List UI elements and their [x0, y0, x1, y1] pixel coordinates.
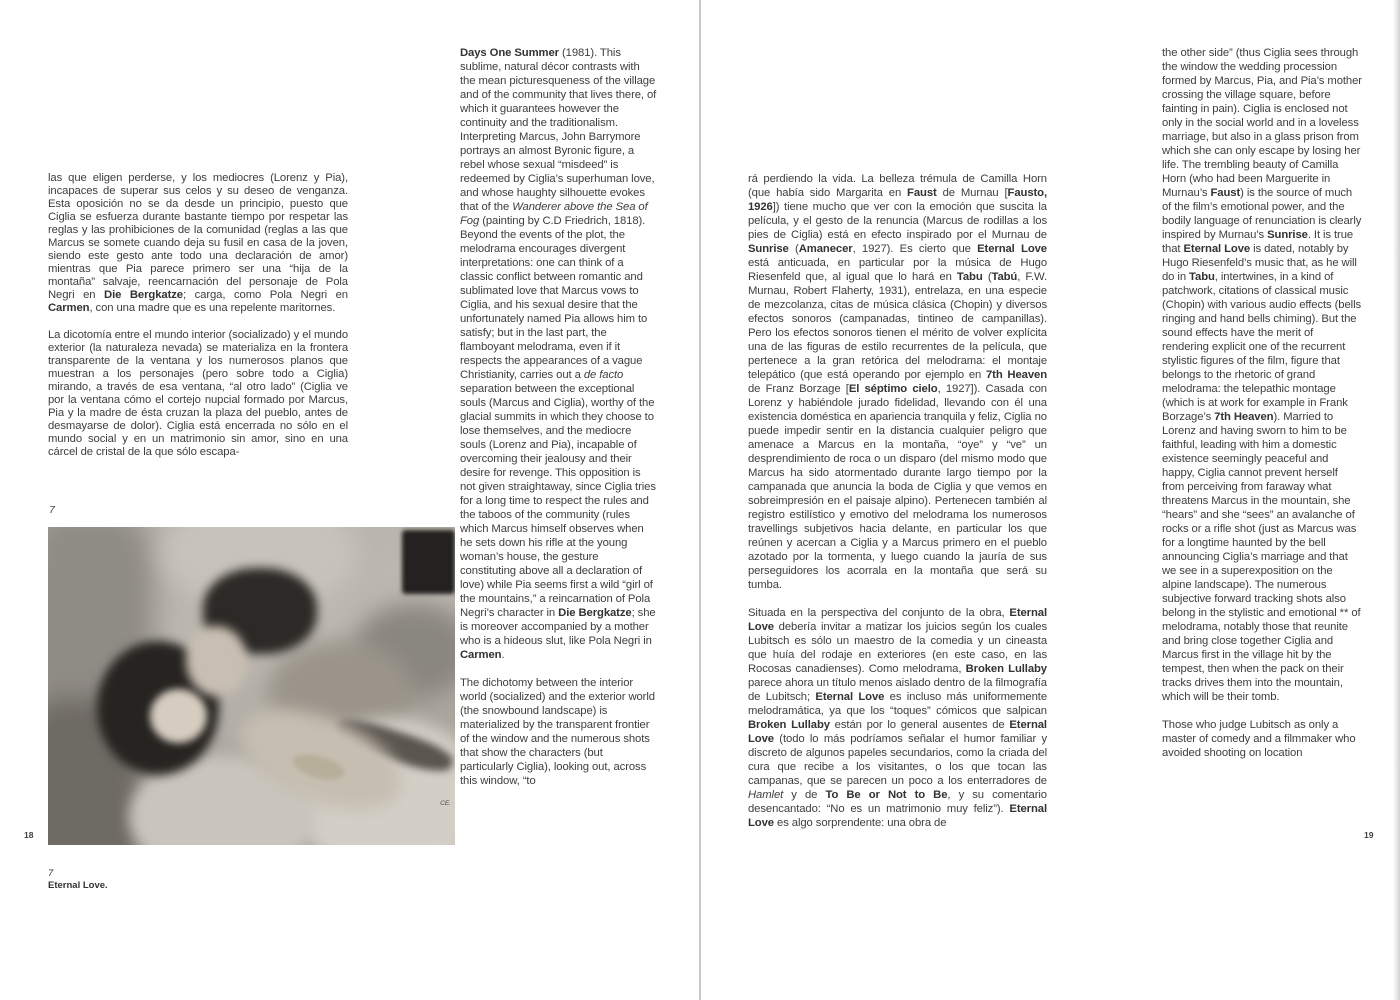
body-text: debería invitar a matizar los juicios según los cuales Lubitsch es sólo un maestro de la comedia y un cineasta que huía del rodaje en exteriores (en este caso, en las Rocosas canadienses). Como melodrama, [748, 621, 1047, 675]
paragraph [1162, 46, 1362, 704]
body-text: (todo lo más podríamos señalar el humor familiar y discreto de algunos papeles secundarios, como la criada del cura que recibe a los visitantes, o los que tocan las campanas, que se parecen un poco a los enterradores de [748, 733, 1047, 787]
body-text: , intertwines, in a kind of patchwork, citations of classical music (Chopin) with various audio effects (bells ringing and hand bells chiming). But the sound effects have the merit of rendering explicit one of the recurrent stylistic figures of the film, figure that belongs to the rhetoric of grand melodrama: the telepathic montage (which is at work for example in Frank Borzage’s [1162, 271, 1362, 423]
body-text: ). Married to Lorenz and having sworn to him to be faithful, leading with him a domestic existence seemingly peaceful and happy, Ciglia cannot prevent herself from perceiving from faraway what threatens Marcus in the mountain, she “hears” and she “sees” an avalanche of rocks or a rifle shot (just as Marcus was for a longtime haunted by the bell announcing Ciglia’s marriage and that we see in a superexposition on the alpine landscape). The numerous subjective forward tracking shots also belong in the stylistic and emotional ** of melodrama, notably those that reunite and bring close together Ciglia and Marcus first in the village hit by the tempest, then when the pack on their tracks drives them into the mountain, which will be their tomb. [1162, 411, 1361, 703]
figure-photo-eternal-love [48, 527, 455, 845]
film-title: Faust [1210, 187, 1241, 199]
body-text: Those who judge Lubitsch as only a master of comedy and a filmmaker who avoided shooting on location [1162, 719, 1356, 759]
body-text: ]) tiene mucho que ver con la emoción que suscita la película, y el gesto de la renuncia (Marcus de rodillas a los pies de Ciglia) está en efecto inspirado por el Murnau de [748, 201, 1047, 241]
body-text: , 1927). Es cierto que [852, 243, 978, 255]
body-text: ) is the source of much of the film’s emotional power, and the bodily language of renunciation is clearly inspired by Murnau’s [1162, 187, 1362, 241]
film-title: Eternal Love [1183, 243, 1251, 255]
film-title: Eternal Love [748, 719, 1047, 745]
film-title: Die Bergkatze [558, 607, 632, 619]
paragraph [1162, 718, 1362, 760]
body-text: es algo sorprendente: una obra de [773, 817, 947, 829]
text-column-spanish-left [48, 172, 348, 473]
body-text: (painting by C.D Friedrich, 1818). Beyond the events of the plot, the melodrama encourages divergent interpretations: one can think of a classic conflict between romantic and sublimated love that Marcus vows to Ciglia, and his sexual desire that the unfortunately named Pia allows him to satisfy; but in the last part, the flamboyant melodrama, even if it respects the appearances of a vague Christianity, carries out a [460, 215, 648, 381]
film-title: Carmen [460, 649, 502, 661]
photo-shape-dark-window [402, 530, 455, 594]
text-column-english-left [460, 46, 657, 802]
film-title: Sunrise [1267, 229, 1308, 241]
body-text: de Franz Borzage [ [748, 383, 849, 395]
film-title: Tabú [991, 271, 1018, 283]
body-text: está anticuada, en particular por la música de Hugo Riesenfeld que, al igual que lo hará en [748, 257, 1047, 283]
body-text: están por lo general ausentes de [829, 719, 1010, 731]
film-title: To Be or Not to Be [825, 789, 948, 801]
paragraph [748, 606, 1047, 830]
figure-caption [48, 868, 108, 891]
italic-text: Hamlet [748, 789, 784, 801]
figure-caption-title: Eternal Love. [48, 879, 108, 891]
italic-text: Wanderer above the Sea of Fog [460, 201, 648, 227]
body-text: ( [982, 271, 992, 283]
film-title: Eternal Love [815, 691, 885, 703]
body-text: the other side” (thus Ciglia sees through the window the wedding procession formed by Marcus, Pia, and Pia’s mother crossing the village square, before fainting in pain). Ciglia is enclosed not only in the social world and in a loveless marriage, but also in a glass prison from which she can only escape by losing her life. The trembling beauty of Camilla Horn (who had been Marguerite in Murnau’s [1162, 47, 1362, 199]
photo-shape-woman-face [150, 689, 207, 743]
body-text: The dichotomy between the interior world (socialized) and the exterior world (the snowbound landscape) is materialized by the transparent frontier of the window and the numerous shots that show the characters (but particularly Ciglia), looking out, across this window, “to [460, 677, 655, 787]
film-title: Broken Lullaby [748, 719, 830, 731]
body-text: is dated, notably by Hugo Riesenfeld’s music that, as he will do in [1162, 243, 1357, 283]
film-title: Amanecer [798, 243, 853, 255]
body-text: parece ahora un título menos aislado dentro de la filmografía de Lubitsch; [748, 677, 1047, 703]
body-text: y de [783, 789, 826, 801]
film-title: Eternal Love [977, 243, 1047, 255]
film-title: El séptimo cielo [848, 383, 938, 395]
text-column-spanish-right [748, 172, 1047, 844]
text-column-english-right [1162, 46, 1362, 774]
film-title: Die Bergkatze [104, 289, 183, 301]
body-text: Situada en la perspectiva del conjunto de la obra, [748, 607, 1010, 619]
body-text: . [501, 649, 505, 661]
paragraph [48, 172, 348, 315]
film-title: Days One Summer [460, 47, 559, 59]
body-text: ; she is moreover accompanied by a mother who is a hideous slut, like Pola Negri in [460, 607, 656, 647]
body-text: separation between the exceptional souls (Marcus and Ciglia), worthy of the glacial summits in which they choose to lose themselves, and the mediocre souls (Lorenz and Pia), incapable of overcoming their jealousy and their desire for revenge. This opposition is not given straightaway, since Ciglia tries for a long time to respect the rules and the taboos of the community (rules which Marcus himself observes when he sets down his rifle at the young woman’s house, the gesture constituting above all a declaration of love) while Pia seems first a wild “girl of the mountains,” a reincarnation of Pola Negri’s character in [460, 383, 656, 619]
figure-number: 7 [49, 504, 55, 516]
film-title: Tabu [956, 271, 983, 283]
body-text: , con una madre que es una repelente maritornes. [89, 302, 336, 314]
film-title: Broken Lullaby [965, 663, 1047, 675]
body-text: de Murnau [ [936, 187, 1008, 199]
film-title: Eternal Love [748, 803, 1047, 829]
page-number-left: 18 [24, 830, 34, 840]
body-text: ; carga, como Pola Negri en [182, 289, 348, 301]
body-text: (1981). This sublime, natural décor contrasts with the mean picturesqueness of the village and of the community that lives there, of which it guarantees however the continuity and the traditionalism. Interpreting Marcus, John Barrymore portrays an almost Byronic figure, a rebel whose sexual “misdeed” is redeemed by Ciglia’s superhuman love, and whose haughty silhouette evokes that of the [460, 47, 657, 213]
film-title: Eternal Love [748, 607, 1047, 633]
page-gutter-divider [699, 0, 701, 1000]
body-text: ( [788, 243, 799, 255]
figure-caption-number: 7 [48, 868, 54, 879]
film-title: 7th Heaven [986, 369, 1047, 381]
film-title: Tabu [1189, 271, 1215, 283]
body-text: es incluso más uniformemente melodramática, ya que los “toques” cómicos que salpican [748, 691, 1047, 717]
film-title: Carmen [48, 302, 90, 314]
photo-shape-man-face [186, 626, 247, 696]
film-title: Sunrise [748, 243, 789, 255]
paragraph [460, 46, 657, 662]
body-text: las que eligen perderse, y los mediocres (Lorenz y Pia), incapaces de superar sus celos y su deseo de venganza. Esta oposición no se da desde un principio, puesto que Ciglia se esfuerza durante bastante tiempo por respetar las reglas y las prohibiciones de la comunidad (reglas a las que Marcus se somete cuando deja su fusil en casa de la joven, siendo este gesto ante todo una declaración de amor) mientras que Pia parece primero ser una “hija de la montaña” salvaje, reencarnación del personaje de Pola Negri en [48, 172, 348, 301]
page-number-right: 19 [1364, 830, 1374, 840]
body-text: , F.W. Murnau, Robert Flaherty, 1931), entrelaza, en una especie de mezcolanza, citas de música clásica (Chopin) y diversos efectos sonoros (campanadas, tintineo de campanillas). Pero los efectos sonoros tienen el mérito de volver explícita una de las figuras de estilo recurrentes de la película, que pertenece a la gran retórica del melodrama: el montaje telepático (que está operando por ejemplo en [748, 271, 1047, 381]
body-text: rá perdiendo la vida. La belleza trémula de Camilla Horn (que había sido Margarita en [748, 173, 1047, 199]
body-text: , y su comentario desencantado: “No es un matrimonio muy feliz”). [748, 789, 1047, 815]
paragraph [460, 676, 657, 788]
paragraph [748, 172, 1047, 592]
page-edge-shadow [1393, 0, 1400, 1000]
body-text: La dicotomía entre el mundo interior (socializado) y el mundo exterior (la naturaleza nevada) se materializa en la frontera transparente de la ventana y los numerosos planos que muestran a los personajes (pero sobre todo a Ciglia) mirando, a través de esa ventana, “al otro lado” (Ciglia ve por la ventana cómo el cortejo nupcial formado por Marcus, Pia y la madre de ésta cruzan la plaza del pueblo, antes de desmayarse de dolor). Ciglia está encerrada no sólo en el mundo social y en un matrimonio sin amor, sino en una cárcel de cristal de la que sólo escapa- [48, 329, 348, 458]
paragraph [48, 329, 348, 459]
body-text: , 1927]). Casada con Lorenz y habiéndole jurado fidelidad, llevando con él una existencia doméstica en apariencia tranquila y feliz, Ciglia no puede impedir sentir en la distancia cualquier peligro que amenace a Marcus en la montaña, “oye” y “ve” un desprendimiento de roca o un disparo (del mismo modo que Marcus ha sido atormentado durante largo tiempo por la campanada que anuncia la boda de Ciglia y que vemos en sobreimpresión en el paisaje alpino). Pertenecen también al registro estilístico y emotivo del melodrama los numerosos travellings subjetivos hacia delante, en particular los que reúnen y acercan a Ciglia y a Marcus primero en el pueblo azotado por la tormenta, y luego cuando la jauría de sus perseguidores los acorrala en la montaña que será su tumba. [748, 383, 1047, 591]
film-title: Fausto, 1926 [748, 187, 1047, 213]
photo-watermark: CE. [440, 800, 451, 807]
film-title: Faust [907, 187, 937, 199]
body-text: . It is true that [1162, 229, 1354, 255]
italic-text: de facto [583, 369, 624, 381]
film-title: 7th Heaven [1214, 411, 1274, 423]
